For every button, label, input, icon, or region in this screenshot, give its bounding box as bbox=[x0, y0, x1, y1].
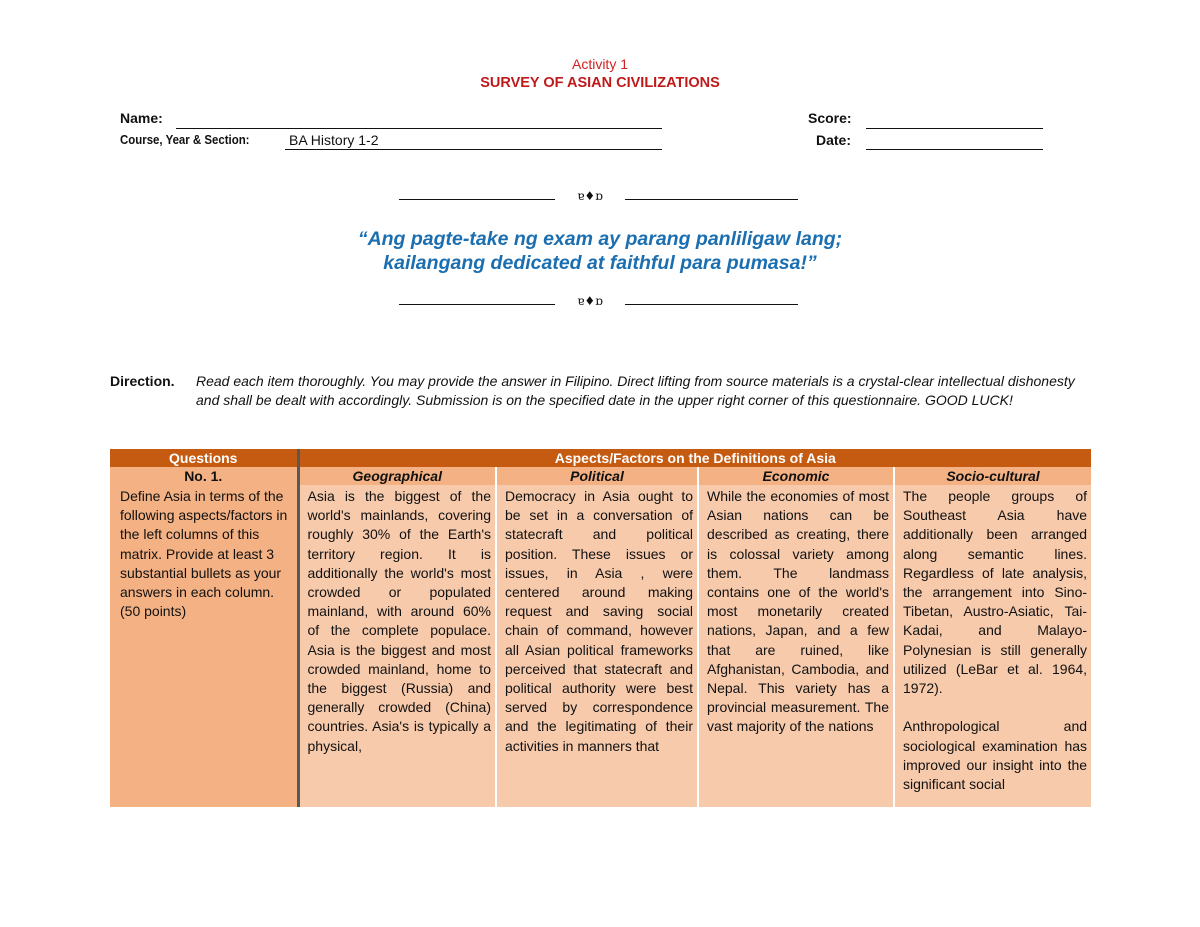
date-label: Date: bbox=[816, 132, 852, 148]
column-socio-cultural: Socio-cultural bbox=[894, 467, 1091, 485]
table-header-row bbox=[110, 449, 1091, 467]
table-row bbox=[110, 485, 1091, 807]
aspects-header: Aspects/Factors on the Definitions of Asia bbox=[298, 449, 1091, 467]
motivational-quote bbox=[0, 227, 1200, 275]
question-cell bbox=[110, 485, 298, 807]
quote-line-2: kailangang dedicated at faithful para pumasa!” bbox=[383, 252, 817, 274]
name-label: Name: bbox=[120, 110, 163, 126]
course-value: BA History 1-2 bbox=[289, 132, 379, 148]
answer-economic: While the economies of most Asian nations can be described as creating, there is colossal variety among them. The landmass contains one of the world's most monetarily created nations, Japan, and a few that are ruined, like Afghanistan, Cambodia, and Nepal. This variety has a provincial measurement. The vast majority of the nations bbox=[707, 488, 889, 735]
answer-socio-cultural-paragraph-1: The people groups of Southeast Asia have additionally been arranged along semantic lines. Regardless of late analysis, the arrangement into Sino-Tibetan, Austro-Asiatic, Tai-Kadai, and Malayo-Polynesian is still generally utilized (LeBar et al. 1964, 1972). bbox=[903, 488, 1088, 697]
questions-header: Questions bbox=[110, 449, 298, 467]
direction-label: Direction. bbox=[110, 373, 175, 389]
course-label: Course, Year & Section: bbox=[120, 132, 250, 147]
score-label: Score: bbox=[808, 110, 852, 126]
answer-socio-cultural-cell[interactable] bbox=[894, 485, 1091, 807]
bottom-ornament-icon: ɐ♦ɒ bbox=[555, 294, 625, 308]
name-field[interactable] bbox=[176, 111, 662, 129]
column-political: Political bbox=[496, 467, 698, 485]
column-geographical: Geographical bbox=[298, 467, 496, 485]
score-value bbox=[866, 111, 870, 127]
name-value bbox=[176, 111, 180, 127]
answer-geographical: Asia is the biggest of the world's mainlands, covering roughly 30% of the Earth's territory region. It is additionally the world's most crowded or populated mainland, with around 60% of the complete populace. Asia is the biggest and most crowded mainland, home to the biggest (Russia) and generally crowded (China) countries. Asia's is typically a physical, bbox=[307, 488, 491, 754]
quote-line-1: “Ang pagte-take ng exam ay parang panliligaw lang; bbox=[357, 228, 843, 250]
course-field[interactable] bbox=[285, 132, 662, 150]
direction-text: Read each item thoroughly. You may provide the answer in Filipino. Direct lifting from source materials is a crystal-clear intellectual dishonesty and shall be dealt with accordingly. Submission is on the specified date in the upper right corner of this questionnaire. GOOD LUCK! bbox=[196, 373, 1075, 408]
date-value bbox=[866, 132, 870, 148]
answer-economic-cell[interactable] bbox=[698, 485, 894, 807]
table-subheader-row bbox=[110, 467, 1091, 485]
page-title: SURVEY OF ASIAN CIVILIZATIONS bbox=[480, 75, 720, 91]
date-field[interactable] bbox=[866, 132, 1043, 150]
item-number: No. 1. bbox=[110, 467, 298, 485]
question-text: Define Asia in terms of the following aspects/factors in the left columns of this matrix. Provide at least 3 substantial bullets as your answers in each column. (50 points) bbox=[120, 488, 288, 620]
answer-political-cell[interactable] bbox=[496, 485, 698, 807]
activity-label: Activity 1 bbox=[571, 56, 628, 72]
column-economic: Economic bbox=[698, 467, 894, 485]
score-field[interactable] bbox=[866, 111, 1043, 129]
answer-geographical-cell[interactable] bbox=[298, 485, 496, 807]
top-ornament-icon: ɐ♦ɒ bbox=[555, 189, 625, 203]
answer-socio-cultural-paragraph-2: Anthropological and sociological examination has improved our insight into the significant social bbox=[903, 718, 1088, 793]
aspects-matrix-table bbox=[110, 449, 1091, 807]
answer-political: Democracy in Asia ought to be set in a conversation of statecraft and political position. These issues or issues, in Asia , were centered around making request and saving social chain of command, however all Asian political frameworks perceived that statecraft and political authority were best served by correspondence and the legitimating of their activities in manners that bbox=[505, 488, 693, 754]
